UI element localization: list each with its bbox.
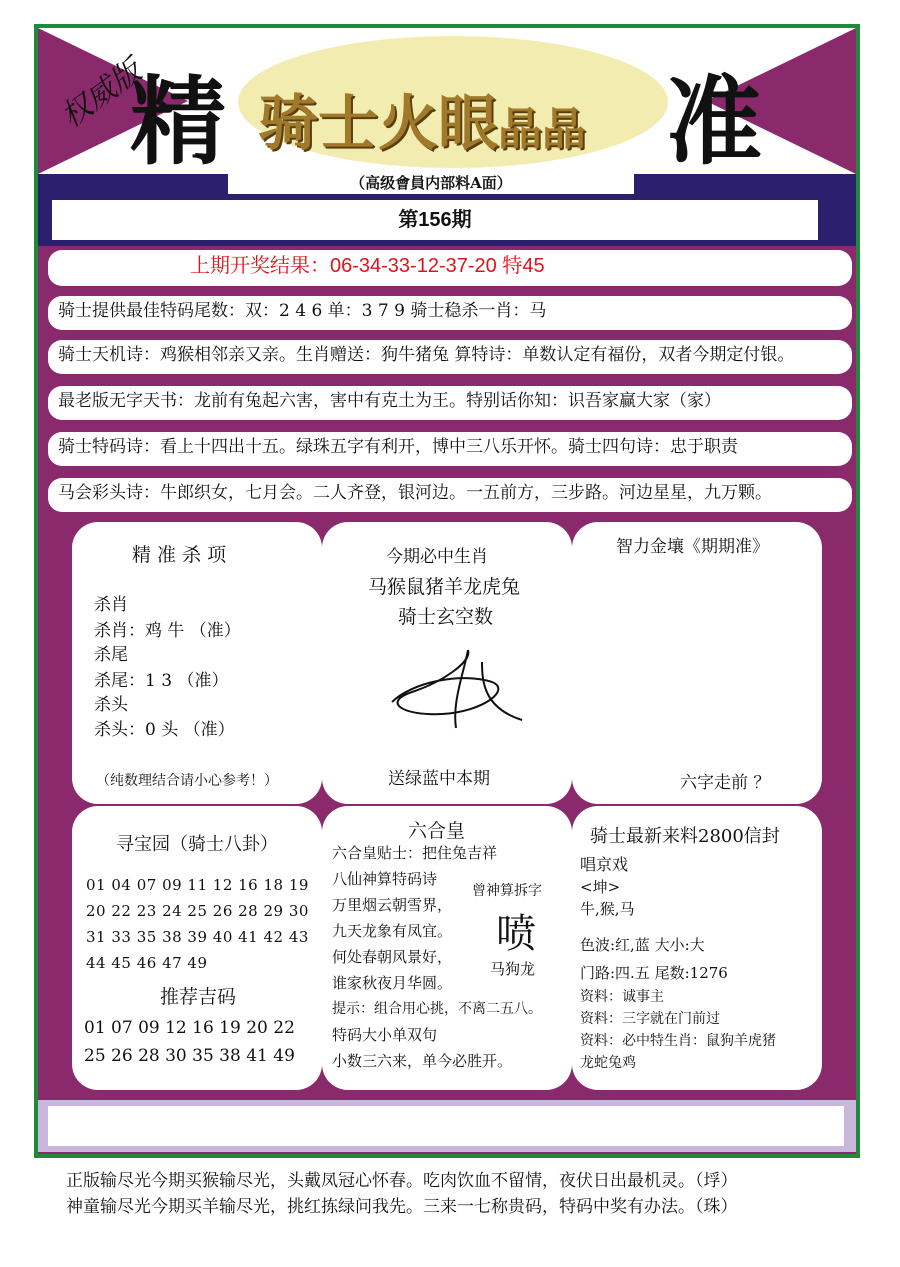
liuhe-line-5: 何处春朝风景好， bbox=[332, 948, 453, 966]
treasure-numbers-4: 44 45 46 47 49 bbox=[86, 954, 208, 972]
kill-box bbox=[72, 522, 322, 804]
latest-line-7: 资料：三字就在门前过 bbox=[580, 1011, 720, 1027]
zodiac-line-3: 骑士玄空数 bbox=[398, 606, 494, 628]
footer-line-1: 正版输尽光今期买猴输尽光，头戴凤冠心怀春。吃肉饮血不留情，夜伏日出最机灵。（垺） bbox=[66, 1171, 738, 1191]
kill-line-1: 杀肖 bbox=[94, 595, 128, 615]
info-row-lucky-poem: 马会彩头诗：牛郎织女，七月会。二人齐登，银河边。一五前方，三步路。河边星星，九万颗。 bbox=[48, 478, 852, 512]
liuhe-line-1: 六合皇贴士：把住兔吉祥 bbox=[332, 844, 498, 862]
liuhe-side-title: 曾神算拆字 bbox=[472, 883, 542, 899]
info-row-special-poem: 骑士特码诗：看上十四出十五。绿珠五字有利开，博中三八乐开怀。骑士四句诗：忠于职责 bbox=[48, 432, 852, 466]
signature-scribble bbox=[372, 642, 532, 732]
liuhe-side-char: 喷 bbox=[496, 911, 536, 957]
kill-line-3: 杀尾 bbox=[94, 645, 128, 665]
recommend-numbers-2: 25 26 28 30 35 38 41 49 bbox=[84, 1046, 295, 1066]
kill-line-2: 杀肖：鸡 牛 （准） bbox=[94, 621, 241, 641]
treasure-numbers-3: 31 33 35 38 39 40 41 42 43 bbox=[86, 928, 309, 946]
latest-line-8: 资料：必中特生肖：鼠狗羊虎猪 bbox=[580, 1033, 776, 1049]
main-title: 骑士火眼晶晶 bbox=[258, 89, 586, 159]
authority-badge: 权威版 bbox=[54, 53, 149, 135]
kill-line-4: 杀尾：1 3 （准） bbox=[94, 671, 229, 691]
liuhe-box bbox=[322, 806, 572, 1090]
liuhe-line-2: 八仙神算特码诗 bbox=[332, 870, 438, 888]
kill-title: 精 准 杀 项 bbox=[132, 544, 227, 566]
subtitle: （高级會員内部料A面） bbox=[228, 172, 634, 194]
header bbox=[38, 28, 856, 174]
treasure-numbers-1: 01 04 07 09 11 12 16 18 19 bbox=[86, 876, 309, 894]
liuhe-line-4: 九天龙象有凤宜。 bbox=[332, 922, 453, 940]
right-big-char: 准 bbox=[666, 65, 762, 174]
liuhe-line-8: 特码大小单双句 bbox=[332, 1026, 438, 1044]
wisdom-box bbox=[572, 522, 822, 804]
liuhe-line-6: 谁家秋夜月华圆。 bbox=[332, 974, 453, 992]
liuhe-line-9: 小数三六来，单今必胜开。 bbox=[332, 1052, 513, 1070]
kill-line-5: 杀头 bbox=[94, 695, 128, 715]
latest-line-4: 色波:红,蓝 大小:大 bbox=[580, 936, 705, 954]
latest-title: 骑士最新来料2800信封 bbox=[590, 826, 780, 847]
treasure-title: 寻宝园（骑士八卦） bbox=[116, 834, 278, 855]
recommend-title: 推荐吉码 bbox=[160, 986, 237, 1008]
bottom-bar-inner bbox=[48, 1106, 844, 1146]
zodiac-bottom: 送绿蓝中本期 bbox=[388, 769, 490, 789]
latest-box bbox=[572, 806, 822, 1090]
liuhe-line-7: 提示：组合用心挑，不离二五八。 bbox=[332, 1001, 542, 1017]
zodiac-box bbox=[322, 522, 572, 804]
recommend-numbers-1: 01 07 09 12 16 19 20 22 bbox=[84, 1018, 295, 1038]
treasure-box bbox=[72, 806, 322, 1090]
liuhe-title: 六合皇 bbox=[408, 820, 466, 842]
latest-line-9: 龙蛇兔鸡 bbox=[580, 1055, 636, 1071]
info-row-poem: 骑士天机诗：鸡猴相邻亲又亲。生肖赠送：狗牛猪兔 算特诗：单数认定有福份，双者今期定付银。 bbox=[48, 340, 852, 374]
left-big-char: 精 bbox=[130, 65, 226, 174]
liuhe-line-3: 万里烟云朝雪界， bbox=[332, 896, 453, 914]
kill-line-6: 杀头：0 头 （准） bbox=[94, 720, 235, 740]
info-row-heaven-book: 最老版无字天书：龙前有兔起六害，害中有克土为王。特别话你知：识吾家赢大家（家） bbox=[48, 386, 852, 420]
wisdom-bottom: 六字走前 ？ bbox=[680, 773, 771, 793]
kill-note: （纯数理结合请小心参考！） bbox=[96, 773, 278, 789]
zodiac-line-2: 马猴鼠猪羊龙虎兔 bbox=[368, 576, 521, 598]
latest-line-1: 唱京戏 bbox=[580, 855, 629, 874]
latest-line-5: 门路:四.五 尾数:1276 bbox=[580, 964, 728, 982]
last-result: 上期开奖结果：06-34-33-12-37-20 特45 bbox=[48, 250, 852, 286]
latest-line-3: 牛,猴,马 bbox=[580, 900, 635, 918]
latest-line-6: 资料：诚事主 bbox=[580, 989, 664, 1005]
zodiac-line-1: 今期必中生肖 bbox=[386, 547, 488, 567]
latest-line-2: <坤> bbox=[580, 878, 621, 896]
issue-number: 第156期 bbox=[52, 200, 818, 240]
footer-line-2: 神童输尽光今期买羊输尽光，挑红拣绿问我先。三来一七称贵码，特码中奖有办法。（珠） bbox=[66, 1197, 738, 1217]
wisdom-title: 智力金壤《期期准》 bbox=[616, 537, 769, 557]
liuhe-side-bottom: 马狗龙 bbox=[490, 960, 536, 978]
treasure-numbers-2: 20 22 23 24 25 26 28 29 30 bbox=[86, 902, 309, 920]
info-row-tail-numbers: 骑士提供最佳特码尾数：双：2 4 6 单：3 7 9 骑士稳杀一肖：马 bbox=[48, 296, 852, 330]
